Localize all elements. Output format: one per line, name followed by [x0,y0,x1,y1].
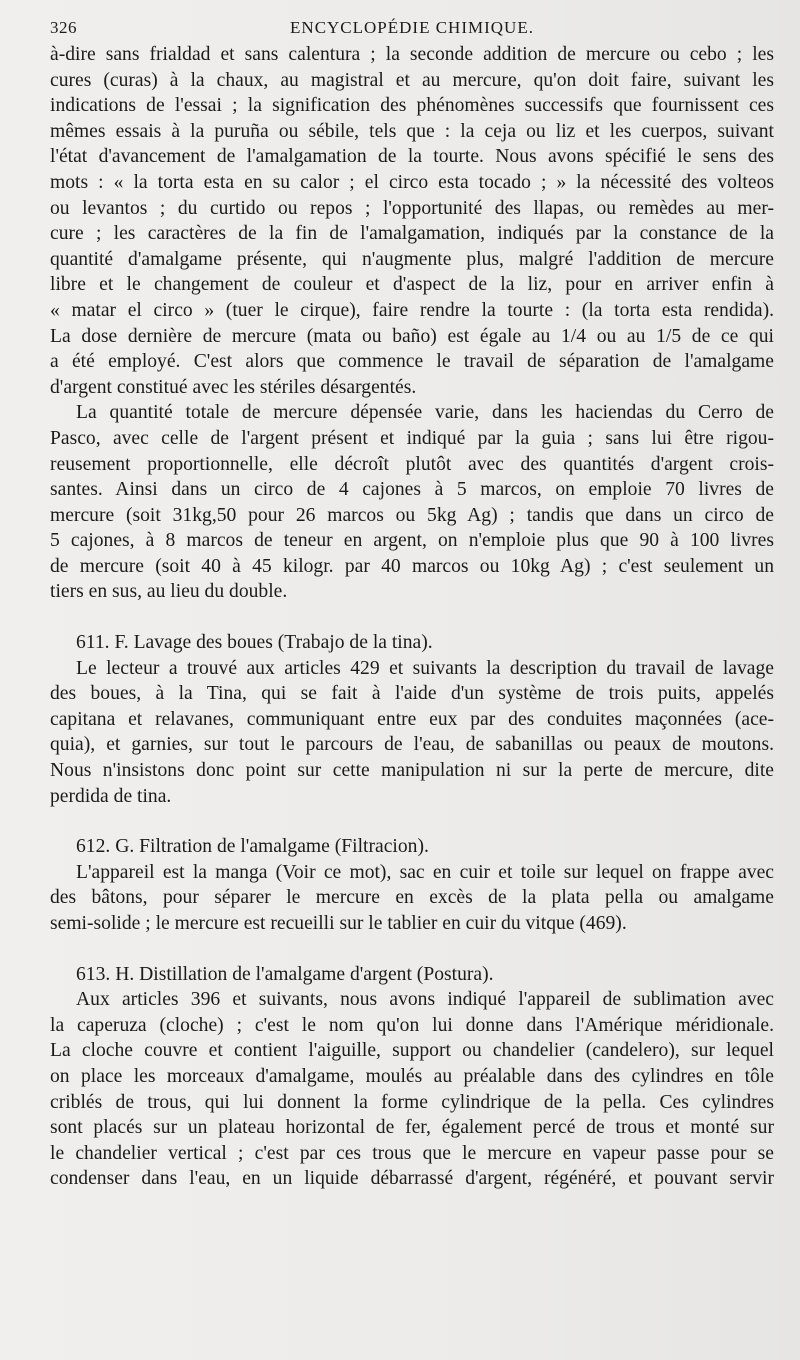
section-613 [50,962,774,1192]
running-title: ENCYCLOPÉDIE CHIMIQUE. [290,18,534,37]
text-line: mots : « la torta esta en su calor ; el circo esta tocado ; » la nécessité des volteos [50,171,774,193]
text-line: mêmes essais à la puruña ou sébile, tels que : la ceja ou liz et les cuerpos, suivant [50,120,774,142]
text-line: cure ; les caractères de la fin de l'amalgamation, indiqués par la constance de la [50,223,774,245]
text-line: perdida de tina. [50,785,172,807]
section-heading: 611. F. Lavage des boues (Trabajo de la tina). [76,632,433,654]
section-heading: 612. G. Filtration de l'amalgame (Filtracion). [76,836,429,858]
text-line: quia), et garnies, sur tout le parcours de l'eau, de sabanillas ou peaux de moutons. [50,734,774,756]
section-612 [50,834,774,936]
text-line: La quantité totale de mercure dépensée varie, dans les haciendas du Cerro de [76,402,774,424]
text-line: reusement proportionnelle, elle décroît plutôt avec des quantités d'argent crois- [50,453,774,475]
text-line: La cloche couvre et contient l'aiguille, support ou chandelier (candelero), sur lequel [50,1040,774,1062]
text-line: on place les morceaux d'amalgame, moulés au préalable dans des cylindres en tôle [50,1065,774,1087]
text-line: Aux articles 396 et suivants, nous avons indiqué l'appareil de sublimation avec [76,989,774,1011]
text-line: cures (curas) à la chaux, au magistral et au mercure, qu'on doit faire, suivant les [50,69,774,91]
text-line: capitana et relavanes, communiquant entre eux par des conduites maçonnées (ace- [50,708,774,730]
text-line: l'état d'avancement de l'amalgamation de la tourte. Nous avons spécifié le sens des [50,146,774,168]
page-body [50,42,774,1192]
text-line: d'argent constitué avec les stériles désargentés. [50,376,417,398]
text-line: des boues, à la Tina, qui se fait à l'aide d'un système de trois puits, appelés [50,683,774,705]
section-611 [50,630,774,809]
text-line: La dose dernière de mercure (mata ou baño) est égale au 1/4 ou au 1/5 de ce qui [50,325,774,347]
text-line: a été employé. C'est alors que commence le travail de séparation de l'amalgame [50,351,774,373]
text-line: libre et le changement de couleur et d'aspect de la liz, pour en arriver enfin à [50,274,774,296]
text-line: la caperuza (cloche) ; c'est le nom qu'on lui donne dans l'Amérique méridionale. [50,1014,774,1036]
text-line: sont placés sur un plateau horizontal de fer, également percé de trous et monté sur [50,1117,774,1139]
text-line: de mercure (soit 40 à 45 kilogr. par 40 marcos ou 10kg Ag) ; c'est seulement un [50,555,774,577]
text-line: « matar el circo » (tuer le cirque), faire rendre la tourte : (la torta esta rendida). [50,299,774,321]
text-line: mercure (soit 31kg,50 pour 26 marcos ou 5kg Ag) ; tandis que dans un circo de [50,504,774,526]
text-line: quantité d'amalgame présente, qui n'augmente plus, malgré l'addition de mercure [50,248,774,270]
text-line: à-dire sans frialdad et sans calentura ; la seconde addition de mercure ou cebo ; les [50,44,774,65]
page-header [50,12,774,42]
page-number: 326 [50,18,77,37]
text-line: Pasco, avec celle de l'argent présent et indiqué par la guia ; sans lui être rigou- [50,427,774,449]
text-line: indications de l'essai ; la signification des phénomènes successifs que fournissent ces [50,95,774,117]
text-line: condenser dans l'eau, en un liquide débarrassé d'argent, régénéré, et pouvant servir [50,1168,774,1190]
text-line: Nous n'insistons donc point sur cette manipulation ni sur la perte de mercure, dite [50,760,774,782]
paragraph-amalgamation-steps [50,42,774,400]
paragraph-mercury-quantity [50,400,774,605]
text-line: Le lecteur a trouvé aux articles 429 et suivants la description du travail de lavage [76,657,774,679]
text-line: des bâtons, pour séparer le mercure en excès de la plata pella ou amalgame [50,887,774,909]
text-line: semi-solide ; le mercure est recueilli sur le tablier en cuir du vitque (469). [50,913,627,934]
text-line: le chandelier vertical ; c'est par ces trous que le mercure en vapeur passe pour se [50,1142,774,1164]
section-heading: 613. H. Distillation de l'amalgame d'argent (Postura). [76,963,494,985]
text-line: santes. Ainsi dans un circo de 4 cajones à 5 marcos, on emploie 70 livres de [50,479,774,501]
text-line: ou levantos ; du curtido ou repos ; l'opportunité des llapas, ou remèdes au mer- [50,197,774,219]
text-line: 5 cajones, à 8 marcos de teneur en argent, on n'emploie plus que 90 à 100 livres [50,530,774,552]
text-line: tiers en sus, au lieu du double. [50,581,288,603]
text-line: L'appareil est la manga (Voir ce mot), sac en cuir et toile sur lequel on frappe avec [76,861,774,883]
text-line: criblés de trous, qui lui donnent la forme cylindrique de la pella. Ces cylindres [50,1091,774,1113]
